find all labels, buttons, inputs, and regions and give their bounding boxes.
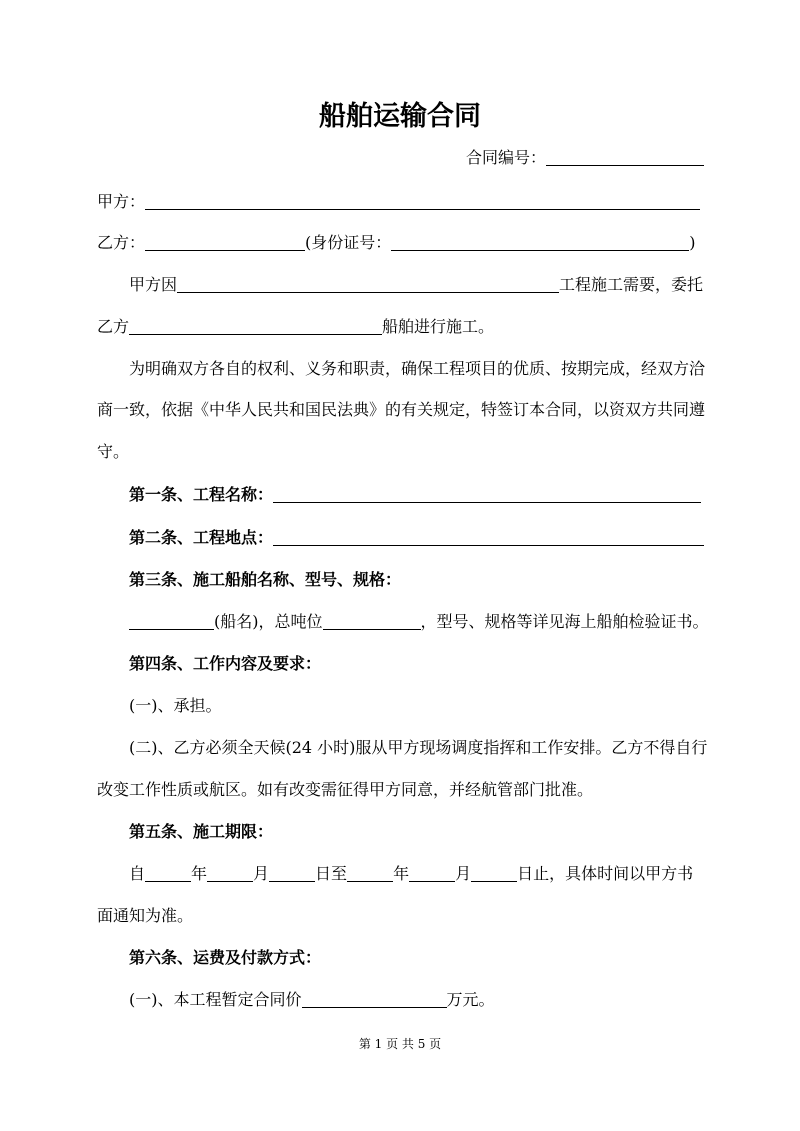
contract-price-blank[interactable] [302, 989, 447, 1008]
period-text: 年 [191, 864, 208, 883]
start-year-blank[interactable] [145, 863, 191, 882]
article-6-text: 万元。 [446, 990, 495, 1009]
article-3-label: 第三条、施工船舶名称、型号、规格： [129, 570, 402, 589]
start-month-blank[interactable] [207, 863, 253, 882]
article-3-text: ，型号、规格等详见海上船舶检验证书。 [420, 612, 709, 631]
party-b-label: 乙方： [97, 233, 146, 252]
article-4-item-2-line-2: 改变工作性质或航区。如有改变需征得甲方同意，并经航管部门批准。 [97, 780, 594, 799]
purpose-line-1: 为明确双方各自的权利、义务和职责，确保工程项目的优质、按期完成，经双方洽 [129, 359, 706, 378]
period-text: 月 [253, 864, 270, 883]
document-title: 船舶运输合同 [319, 101, 481, 132]
contract-number-label: 合同编号： [465, 148, 546, 167]
article-6-text: (一)、本工程暂定合同价 [129, 990, 302, 1009]
article-4-line [129, 652, 704, 676]
intro-text: 甲方因 [129, 275, 178, 294]
project-purpose-blank[interactable] [177, 274, 559, 293]
project-location-blank[interactable] [273, 527, 704, 546]
period-text: 自 [129, 864, 146, 883]
party-b-line [97, 231, 704, 255]
article-5-label: 第五条、施工期限： [129, 822, 274, 841]
id-number-close: ) [689, 233, 696, 252]
page-footer: 第 1 页 共 5 页 [358, 1037, 442, 1051]
party-b-blank[interactable] [145, 232, 305, 251]
end-month-blank[interactable] [409, 863, 455, 882]
intro-text: 船舶进行施工。 [382, 317, 495, 336]
article-5-period [129, 862, 704, 886]
party-a-blank[interactable] [145, 191, 700, 210]
purpose-line-2: 商一致，依据《中华人民共和国民法典》的有关规定，特签订本合同，以资双方共同遵 [97, 400, 706, 419]
period-text: 月 [455, 864, 472, 883]
intro-text: 工程施工需要，委托 [559, 275, 704, 294]
end-year-blank[interactable] [347, 863, 393, 882]
id-number-label: (身份证号： [305, 233, 392, 252]
article-2-label: 第二条、工程地点： [129, 528, 274, 547]
article-3-detail [129, 610, 709, 634]
article-4-item-2-line-1: (二)、乙方必须全天候(24 小时)服从甲方现场调度指挥和工作安排。乙方不得自行 [129, 738, 708, 757]
article-6-label: 第六条、运费及付款方式： [129, 948, 322, 967]
contract-number-line [97, 146, 704, 170]
article-1-line [129, 483, 704, 507]
article-6-line [129, 946, 704, 970]
article-2-line [129, 526, 704, 550]
article-5-line [129, 820, 704, 844]
period-text: 日至 [315, 864, 348, 883]
end-day-blank[interactable] [471, 863, 517, 882]
party-b-ship-blank[interactable] [129, 316, 382, 335]
purpose-line-3: 守。 [97, 442, 130, 461]
article-4-item-1: (一)、承担。 [129, 696, 222, 715]
intro-line-1 [97, 273, 704, 297]
article-3-text: (船名)，总吨位 [214, 612, 323, 631]
start-day-blank[interactable] [269, 863, 315, 882]
article-4-label: 第四条、工作内容及要求： [129, 654, 322, 673]
tonnage-blank[interactable] [323, 611, 421, 630]
party-a-line [97, 190, 704, 214]
contract-number-blank[interactable] [546, 147, 704, 166]
project-name-blank[interactable] [273, 484, 701, 503]
id-number-blank[interactable] [391, 232, 689, 251]
party-a-label: 甲方： [97, 192, 146, 211]
intro-line-2 [97, 315, 704, 339]
period-text: 日止，具体时间以甲方书 [517, 864, 694, 883]
article-1-label: 第一条、工程名称： [129, 485, 274, 504]
intro-text: 乙方 [97, 317, 130, 336]
article-6-item-1 [129, 988, 704, 1012]
period-text: 年 [393, 864, 410, 883]
article-3-line [129, 568, 704, 592]
ship-name-blank[interactable] [129, 611, 214, 630]
article-5-line-2: 面通知为准。 [97, 906, 194, 925]
